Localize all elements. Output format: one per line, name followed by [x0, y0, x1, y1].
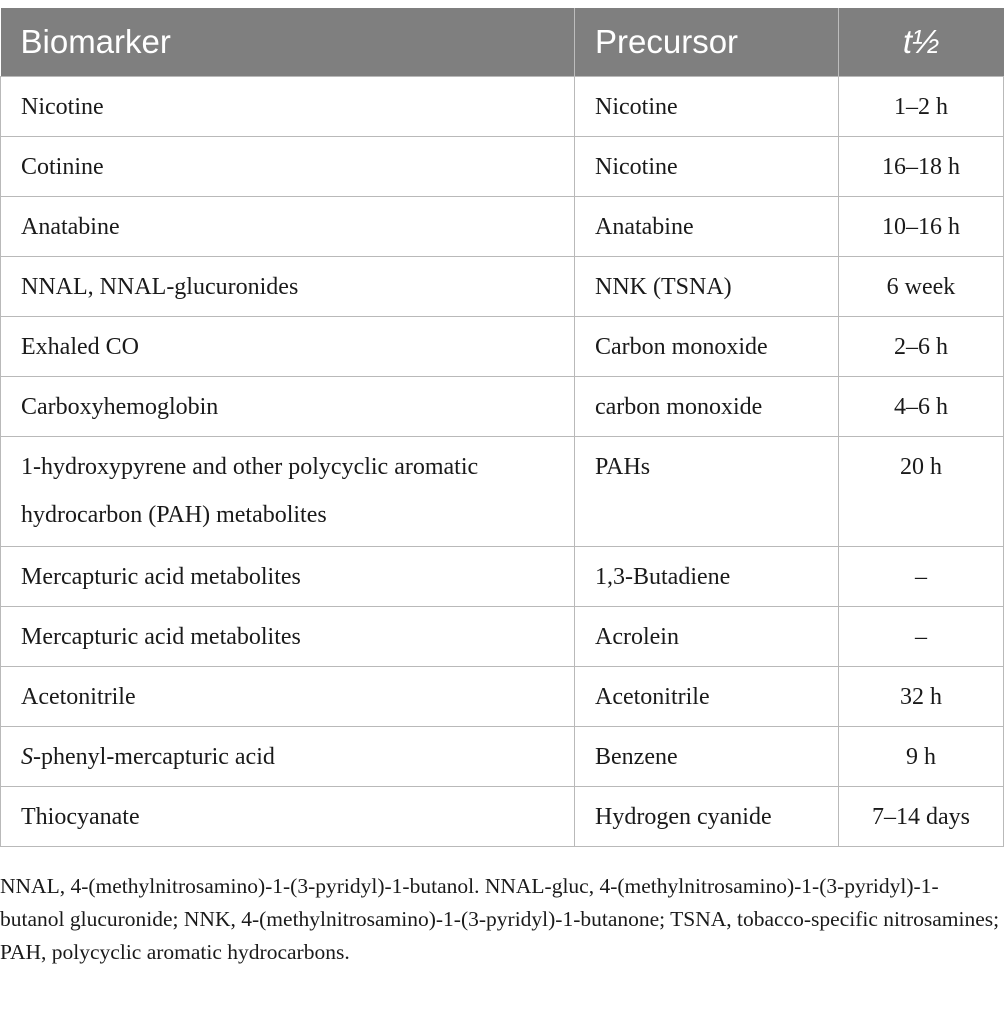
cell-half-life: 16–18 h — [839, 136, 1004, 196]
cell-precursor: Nicotine — [575, 136, 839, 196]
cell-half-life: – — [839, 546, 1004, 606]
cell-biomarker: Thiocyanate — [1, 786, 575, 846]
cell-half-life: 1–2 h — [839, 76, 1004, 136]
cell-biomarker: NNAL, NNAL-glucuronides — [1, 256, 575, 316]
cell-biomarker: Mercapturic acid metabolites — [1, 546, 575, 606]
table-row — [1, 316, 1004, 376]
table-row — [1, 136, 1004, 196]
cell-half-life: – — [839, 606, 1004, 666]
header-half-life: t½ — [839, 8, 1004, 76]
header-precursor: Precursor — [575, 8, 839, 76]
cell-biomarker: Exhaled CO — [1, 316, 575, 376]
cell-biomarker: Acetonitrile — [1, 666, 575, 726]
biomarker-table — [0, 8, 1004, 847]
cell-half-life: 7–14 days — [839, 786, 1004, 846]
cell-precursor: Acetonitrile — [575, 666, 839, 726]
table-row — [1, 436, 1004, 546]
cell-half-life: 4–6 h — [839, 376, 1004, 436]
cell-half-life: 32 h — [839, 666, 1004, 726]
cell-precursor: NNK (TSNA) — [575, 256, 839, 316]
cell-precursor: PAHs — [575, 436, 839, 546]
cell-precursor: Anatabine — [575, 196, 839, 256]
biomarker-table-container — [0, 8, 1004, 847]
biomarker-italic-prefix: S — [21, 743, 33, 770]
table-header-row — [1, 8, 1004, 76]
cell-precursor: Benzene — [575, 726, 839, 786]
cell-precursor: Nicotine — [575, 76, 839, 136]
cell-precursor: 1,3-Butadiene — [575, 546, 839, 606]
cell-biomarker — [1, 726, 575, 786]
cell-biomarker: Cotinine — [1, 136, 575, 196]
table-row — [1, 76, 1004, 136]
table-row — [1, 256, 1004, 316]
cell-biomarker: 1-hydroxypyrene and other polycyclic aromatic hydrocarbon (PAH) metabolites — [1, 436, 575, 546]
table-row — [1, 376, 1004, 436]
table-row — [1, 196, 1004, 256]
cell-precursor: Carbon monoxide — [575, 316, 839, 376]
table-row — [1, 726, 1004, 786]
cell-half-life: 2–6 h — [839, 316, 1004, 376]
header-biomarker: Biomarker — [20, 22, 171, 60]
cell-biomarker: Nicotine — [1, 76, 575, 136]
table-row — [1, 666, 1004, 726]
table-footnote: NNAL, 4-(methylnitrosamino)-1-(3-pyridyl)-1-butanol. NNAL-gluc, 4-(methylnitrosamino)-1-(3-pyridyl)-1-butanol glucuronide; NNK, 4-(methylnitrosamino)-1-(3-pyridyl)-1-butanone; TSNA, tobacco-specific nitrosamines; PAH, polycyclic aromatic hydrocarbons. — [0, 874, 1000, 964]
cell-biomarker: Carboxyhemoglobin — [1, 376, 575, 436]
cell-half-life: 6 week — [839, 256, 1004, 316]
cell-half-life: 9 h — [839, 726, 1004, 786]
biomarker-text: -phenyl-mercapturic acid — [33, 743, 275, 770]
table-row — [1, 606, 1004, 666]
cell-precursor: carbon monoxide — [575, 376, 839, 436]
cell-precursor: Hydrogen cyanide — [575, 786, 839, 846]
table-row — [1, 546, 1004, 606]
cell-half-life: 10–16 h — [839, 196, 1004, 256]
table-row — [1, 786, 1004, 846]
cell-biomarker: Anatabine — [1, 196, 575, 256]
cell-precursor: Acrolein — [575, 606, 839, 666]
cell-biomarker: Mercapturic acid metabolites — [1, 606, 575, 666]
cell-half-life: 20 h — [839, 436, 1004, 546]
